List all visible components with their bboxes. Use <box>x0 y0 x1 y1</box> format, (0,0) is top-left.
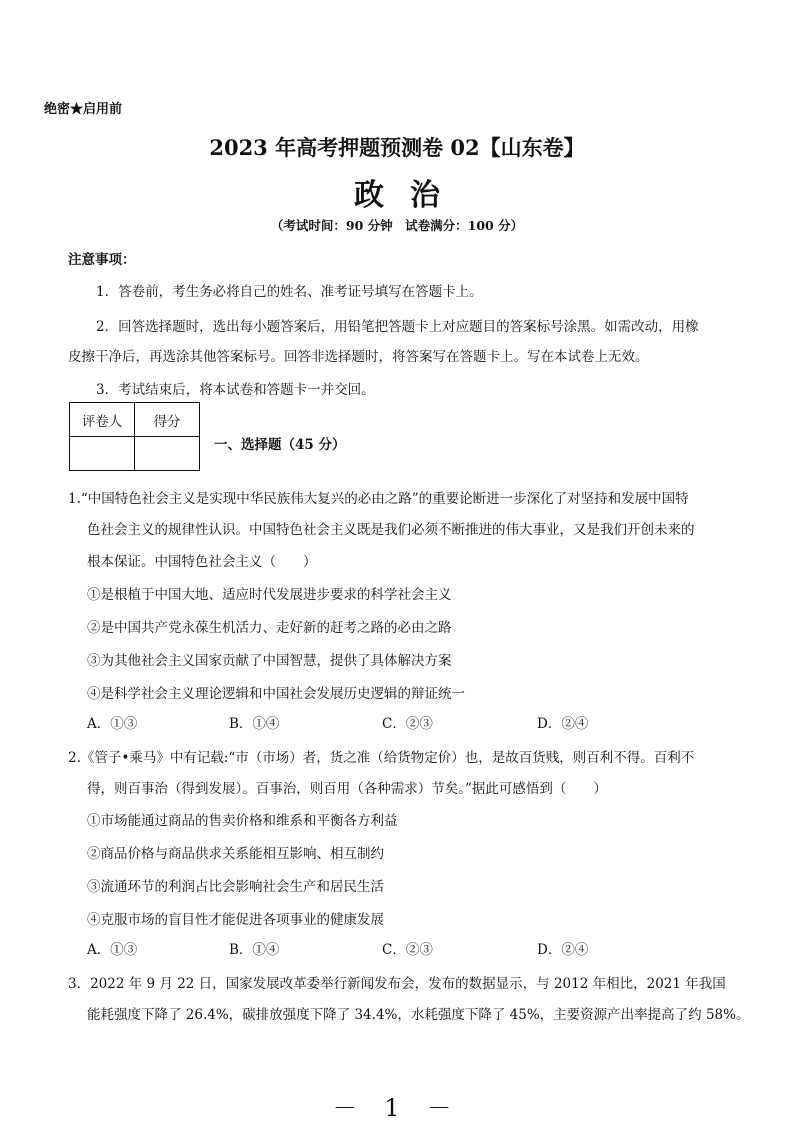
exam-info: （考试时间：90 分钟 试卷满分：100 分） <box>270 218 524 233</box>
q1-option-4: ④是科学社会主义理论逻辑和中国社会发展历史逻辑的辩证统一 <box>87 686 465 702</box>
q2-option-4: ④克服市场的盲目性才能促进各项事业的健康发展 <box>87 912 384 928</box>
q1-stem-line-1: 1.“中国特色社会主义是实现中华民族伟大复兴的必由之路”的重要论断进一步深化了对坚持和发展中国特 <box>68 491 689 507</box>
notice-item-3: 3．考试结束后，将本试卷和答题卡一并交回。 <box>96 382 375 398</box>
q1-stem-line-2: 色社会主义的规律性认识。中国特色社会主义既是我们必须不断推进的伟大事业，又是我们开创未来的 <box>87 522 695 538</box>
exam-title: 2023 年高考押题预测卷 02【山东卷】 <box>209 135 585 160</box>
score-table-grader-cell <box>70 437 135 471</box>
q1-stem-line-3: 根本保证。中国特色社会主义（ ） <box>87 554 317 570</box>
q2-option-1: ①市场能通过商品的售卖价格和维系和平衡各方利益 <box>87 813 398 829</box>
notice-heading: 注意事项： <box>68 252 136 268</box>
q1-option-1: ①是根植于中国大地、适应时代发展进步要求的科学社会主义 <box>87 587 452 603</box>
score-table <box>69 402 200 471</box>
q2-answer-c: C．②③ <box>382 942 433 958</box>
q3-stem-line-1: 3．2022 年 9 月 22 日，国家发展改革委举行新闻发布会，发布的数据显示，与 2012 年相比，2021 年我国 <box>68 976 726 992</box>
score-table-grader-header: 评卷人 <box>70 403 135 437</box>
q2-answer-d: D．②④ <box>537 942 589 958</box>
q1-answer-d: D．②④ <box>537 716 589 732</box>
q1-option-3: ③为其他社会主义国家贡献了中国智慧，提供了具体解决方案 <box>87 653 452 669</box>
notice-item-2-line-2: 皮擦干净后，再选涂其他答案标号。回答非选择题时，将答案写在答题卡上。写在本试卷上无效。 <box>68 349 649 365</box>
section-heading: 一、选择题（45 分） <box>214 437 346 453</box>
score-table-score-header: 得分 <box>135 403 200 437</box>
q2-stem-line-1: 2.《管子•乘马》中有记载:“市（市场）者，货之准（给货物定价）也，是故百货贱，则百利不得。百利不 <box>68 750 695 766</box>
subject-title: 政治 <box>354 178 466 213</box>
page-number: － 1 － <box>332 1094 462 1122</box>
score-table-score-cell <box>135 437 200 471</box>
q1-option-2: ②是中国共产党永葆生机活力、走好新的赶考之路的必由之路 <box>87 620 452 636</box>
q2-option-3: ③流通环节的利润占比会影响社会生产和居民生活 <box>87 879 384 895</box>
q2-answer-b: B．①④ <box>229 942 280 958</box>
q1-answer-b: B．①④ <box>229 716 280 732</box>
q1-answer-a: A．①③ <box>87 716 138 732</box>
q2-stem-line-2: 得，则百事治（得到发展）。百事治，则百用（各种需求）节矣。”据此可感悟到（ ） <box>87 781 607 797</box>
confidential-label: 绝密★启用前 <box>44 102 123 117</box>
notice-item-2-line-1: 2．回答选择题时，选出每小题答案后，用铅笔把答题卡上对应题目的答案标号涂黑。如需改动，用橡 <box>96 319 699 335</box>
q3-stem-line-2: 能耗强度下降了 26.4%，碳排放强度下降了 34.4%，水耗强度下降了 45%，主要资源产出率提高了约 58%。 <box>87 1007 750 1023</box>
q2-answer-a: A．①③ <box>87 942 138 958</box>
notice-item-1: 1．答卷前，考生务必将自己的姓名、准考证号填写在答题卡上。 <box>96 284 483 300</box>
q1-answer-c: C．②③ <box>382 716 433 732</box>
q2-option-2: ②商品价格与商品供求关系能相互影响、相互制约 <box>87 846 384 862</box>
